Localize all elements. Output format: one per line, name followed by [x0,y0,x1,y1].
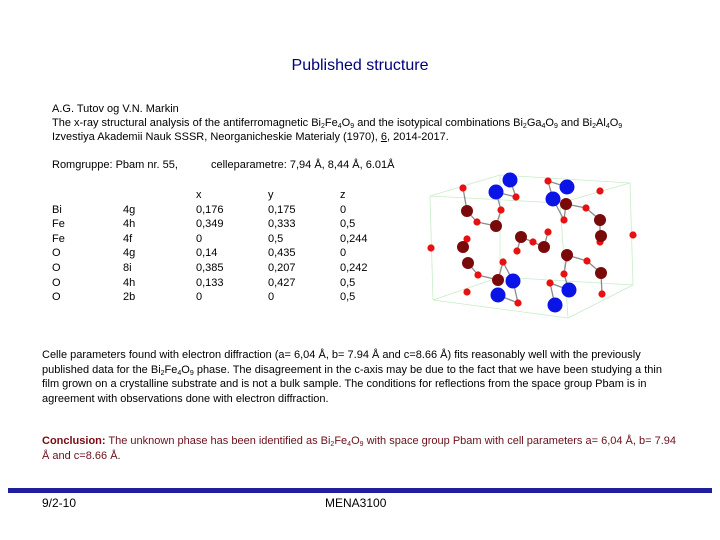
table-cell-y: 0,5 [268,232,284,245]
table-cell-x: 0,385 [196,261,224,274]
table-cell-z: 0,5 [340,291,356,304]
bismuth-atom [506,274,521,289]
iron-atom [490,220,502,232]
table-cell-atom: O [52,291,61,304]
oxygen-atom [582,204,589,211]
table-cell-site: 4f [123,232,133,245]
table-cell-site: 4g [123,247,136,260]
oxygen-atom [499,258,506,265]
space-group: Romgruppe: Pbam nr. 55, [52,159,178,171]
table-cell-z: 0 [340,203,347,216]
column-header-y: y [268,189,274,201]
table-cell-site: 4h [123,218,136,231]
iron-atom [462,257,474,269]
table-cell-atom: O [52,261,61,274]
iron-atom [595,267,607,279]
bismuth-atom [489,185,504,200]
table-cell-z: 0 [340,247,347,260]
oxygen-atom [474,271,481,278]
column-header-x: x [196,189,202,201]
oxygen-atom [497,206,504,213]
table-cell-atom: Fe [52,232,65,245]
iron-atom [515,231,527,243]
oxygen-atom [544,177,551,184]
table-cell-site: 2b [123,291,136,304]
oxygen-atom [560,270,567,277]
table-cell-y: 0,435 [268,247,296,260]
table-cell-y: 0,427 [268,276,296,289]
table-cell-z: 0,5 [340,218,356,231]
oxygen-atom [544,228,551,235]
oxygen-atom [546,279,553,286]
bismuth-atom [548,298,563,313]
table-cell-z: 0,5 [340,276,356,289]
oxygen-atom [583,257,590,264]
table-cell-x: 0,176 [196,203,224,216]
iron-atom [461,205,473,217]
footer-divider [8,488,712,493]
table-cell-x: 0 [196,291,203,304]
table-cell-site: 4h [123,276,136,289]
paper-title: The x-ray structural analysis of the antiferromagnetic $Bi_2Fe_4O_9$ and the isotypical combinations $Bi_2Ga_4O_9$ and $Bi_2Al_4O_9$ [52,117,623,130]
journal: Izvestiya Akademii Nauk SSSR, Neorganicheskie Materialy (1970), 6, 2014-2017. [52,131,449,143]
iron-atom [595,230,607,242]
authors: A.G. Tutov og V.N. Markin [52,103,179,115]
oxygen-atom [512,193,519,200]
iron-atom [457,241,469,253]
table-cell-x: 0,349 [196,218,224,231]
iron-atom [492,274,504,286]
oxygen-atom [514,299,521,306]
table-cell-atom: O [52,276,61,289]
oxygen-atom [473,218,480,225]
unit-cell-edge [568,285,633,318]
conclusion: Conclusion: The unknown phase has been identified as $Bi_2Fe_4O_9$ with space group Pbam with cell parameters a= 6,04 Å, b= 7.94 Å and c=8.66 Å. [42,435,676,462]
footer-date: 9/2-10 [42,496,77,510]
table-cell-x: 0,133 [196,276,224,289]
column-header-z: z [340,189,346,201]
bismuth-atom [560,180,575,195]
table-cell-y: 0,333 [268,218,296,231]
cell-parameters: celleparametre: 7,94 Å, 8,44 Å, 6.01Å [211,159,395,171]
bismuth-atom [546,192,561,207]
iron-atom [561,249,573,261]
table-cell-site: 4g [123,203,136,216]
oxygen-atom [598,290,605,297]
oxygen-atom [560,216,567,223]
table-cell-y: 0,207 [268,261,296,274]
table-cell-z: 0,244 [340,232,368,245]
slide-title: Published structure [291,57,429,74]
oxygen-atom [596,187,603,194]
table-cell-site: 8i [123,261,132,274]
table-cell-atom: O [52,247,61,260]
discussion-paragraph: Celle parameters found with electron diffraction (a= 6,04 Å, b= 7.94 Å and c=8.66 Å) fits reasonably well with the previously published data for the $Bi_2Fe_4O_9$ phase. The disagreement in the c-axis may be due to the fact that we have been studying a thin film grown on a crystalline substrate and is not a bulk sample. The conditions for reflections from the space group Pbam is in agreement with observations done with electron diffraction. [42,349,662,405]
bismuth-atom [491,288,506,303]
iron-atom [594,214,606,226]
oxygen-atom [463,288,470,295]
table-cell-y: 0,175 [268,203,296,216]
footer-course: MENA3100 [325,496,387,510]
unit-cell-edge [433,300,568,318]
oxygen-atom [529,238,536,245]
table-cell-x: 0,14 [196,247,218,260]
iron-atom [560,198,572,210]
table-cell-x: 0 [196,232,203,245]
table-cell-atom: Fe [52,218,65,231]
oxygen-atom [513,247,520,254]
oxygen-atom [629,231,636,238]
bismuth-atom [562,283,577,298]
table-cell-z: 0,242 [340,261,368,274]
oxygen-atom [427,244,434,251]
table-cell-atom: Bi [52,203,62,216]
oxygen-atom [459,184,466,191]
table-cell-y: 0 [268,291,275,304]
iron-atom [538,241,550,253]
bismuth-atom [503,173,518,188]
